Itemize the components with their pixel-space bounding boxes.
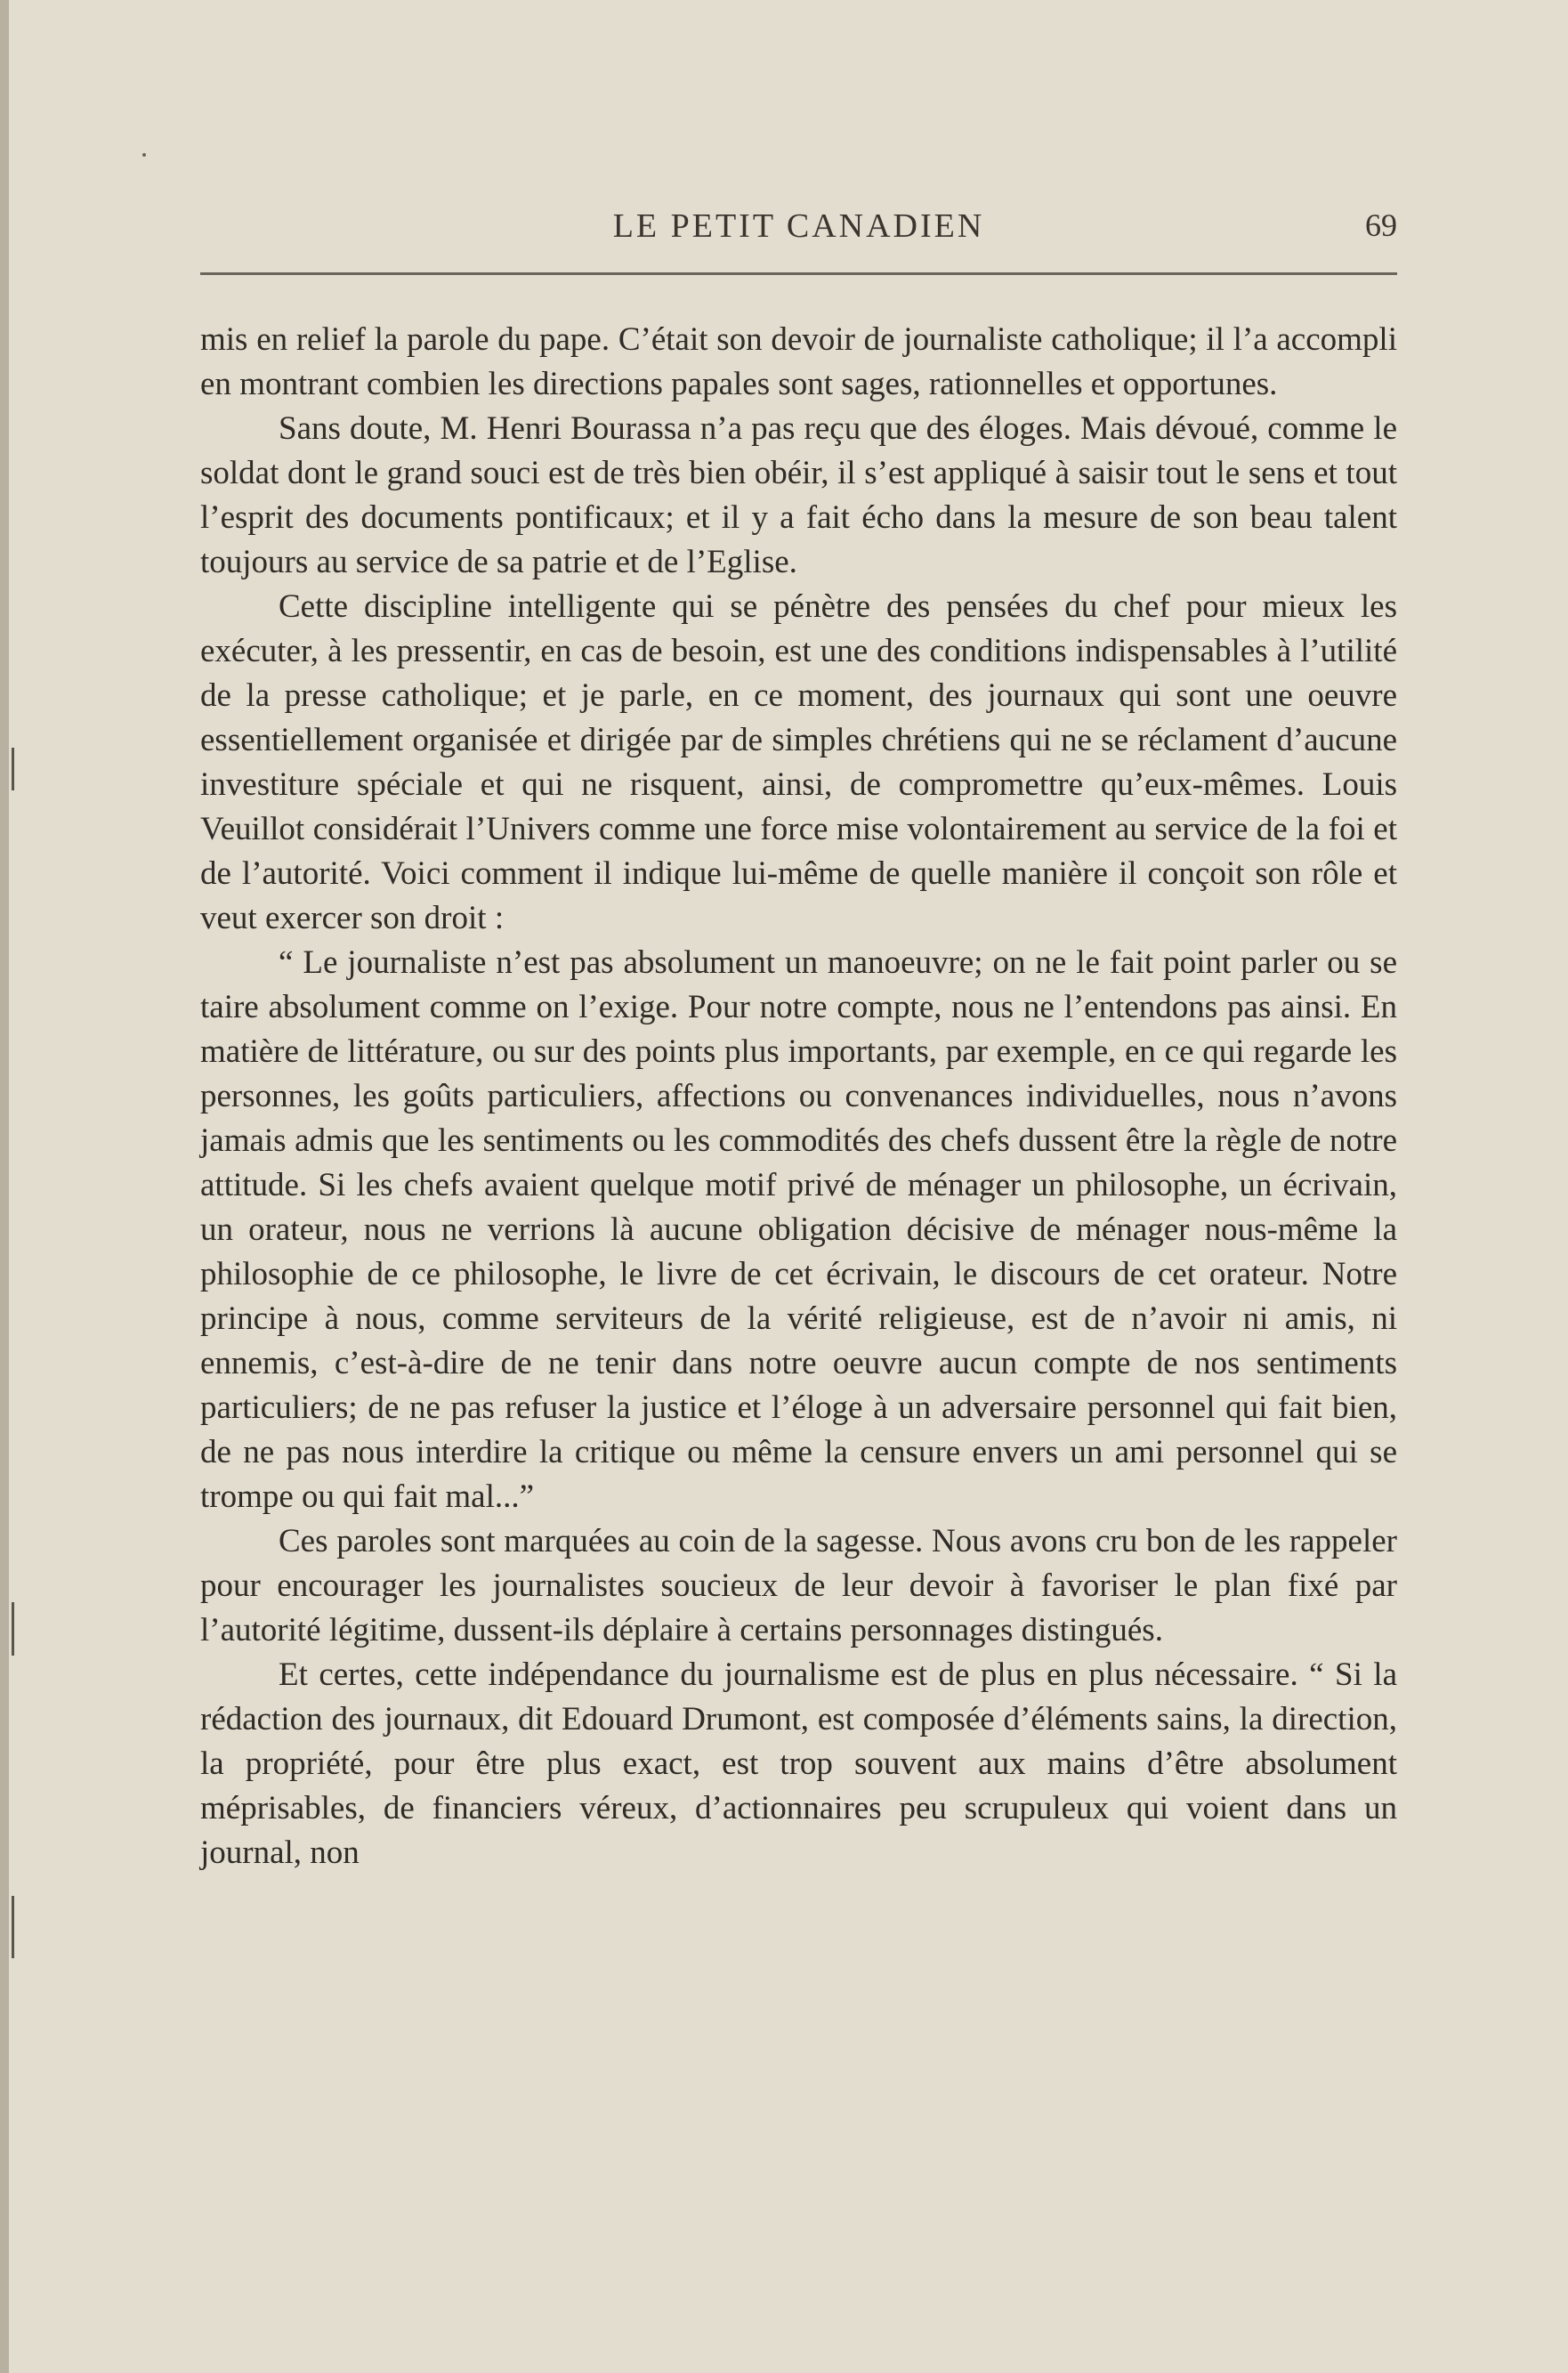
running-title: LE PETIT CANADIEN <box>612 207 985 245</box>
block-quotation: “ Le journaliste n’est pas absolument un manoeuvre; on ne le fait point parler ou se taire absolument comme on l’exige. Pour notre compte, nous ne l’entendons pas ainsi. En matière de littérature, ou sur des points plus importants, par exemple, en ce qui regarde les personnes, les goûts particuliers, affections ou convenances individuelles, nous n’avons jamais admis que les sentiments ou les commodités des chefs dussent être la règle de notre attitude. Si les chefs avaient quelque motif privé de ménager un philosophe, un écrivain, un orateur, nous ne verrions là aucune obligation décisive de ménager nous-même la philosophie de ce philosophe, le livre de cet écrivain, le discours de cet orateur. Notre principe à nous, comme serviteurs de la vérité religieuse, est de n’avoir ni amis, ni ennemis, c’est-à-dire de ne tenir dans notre oeuvre aucun compte de nos sentiments particuliers; de ne pas refuser la justice et l’éloge à un adversaire personnel qui fait bien, de ne pas nous interdire la critique ou même la censure envers un ami personnel qui se trompe ou qui fait mal...” <box>200 944 1397 1515</box>
paragraph: Cette discipline intelligente qui se pénètre des pensées du chef pour mieux les exécuter, à les pressentir, en cas de besoin, est une des conditions indispensables à l’utilité de la presse catholique; et je parle, en ce moment, des journaux qui sont une oeuvre essentiellement organisée et dirigée par de simples chrétiens qui ne se réclament d’aucune investiture spéciale et qui ne risquent, ainsi, de compromettre qu’eux-mêmes. Louis Veuillot considérait l’Univers comme une force mise volontairement au service de la foi et de l’autorité. Voici comment il indique lui-même de quelle manière il conçoit son rôle et veut exercer son droit : <box>200 588 1397 936</box>
ink-speck <box>142 153 146 157</box>
paragraph-continued: mis en relief la parole du pape. C’était son devoir de journaliste catholique; il l’a accompli en montrant combien les directions papales sont sages, rationnelles et opportunes. <box>200 321 1397 402</box>
margin-mark <box>12 1602 14 1656</box>
page-number: 69 <box>1365 207 1397 243</box>
page-left-edge <box>0 0 9 2373</box>
running-header <box>200 207 1397 251</box>
header-rule <box>200 272 1397 275</box>
paragraph: Et certes, cette indépendance du journalisme est de plus en plus nécessaire. “ Si la rédaction des journaux, dit Edouard Drumont, est composée d’éléments sains, la direction, la propriété, pour être plus exact, est trop souvent aux mains d’être absolument méprisables, de financiers véreux, d’actionnaires peu scrupuleux qui voient dans un journal, non <box>200 1656 1397 1871</box>
body-text <box>200 318 1397 1875</box>
margin-mark <box>12 748 14 790</box>
paragraph: Ces paroles sont marquées au coin de la sagesse. Nous avons cru bon de les rappeler pour encourager les journalistes soucieux de leur devoir à favoriser le plan fixé par l’autorité légitime, dussent-ils déplaire à certains personnages distingués. <box>200 1523 1397 1648</box>
margin-mark <box>12 1896 14 1958</box>
paragraph: Sans doute, M. Henri Bourassa n’a pas reçu que des éloges. Mais dévoué, comme le soldat dont le grand souci est de très bien obéir, il s’est appliqué à saisir tout le sens et tout l’esprit des documents pontificaux; et il y a fait écho dans la mesure de son beau talent toujours au service de sa patrie et de l’Eglise. <box>200 410 1397 580</box>
